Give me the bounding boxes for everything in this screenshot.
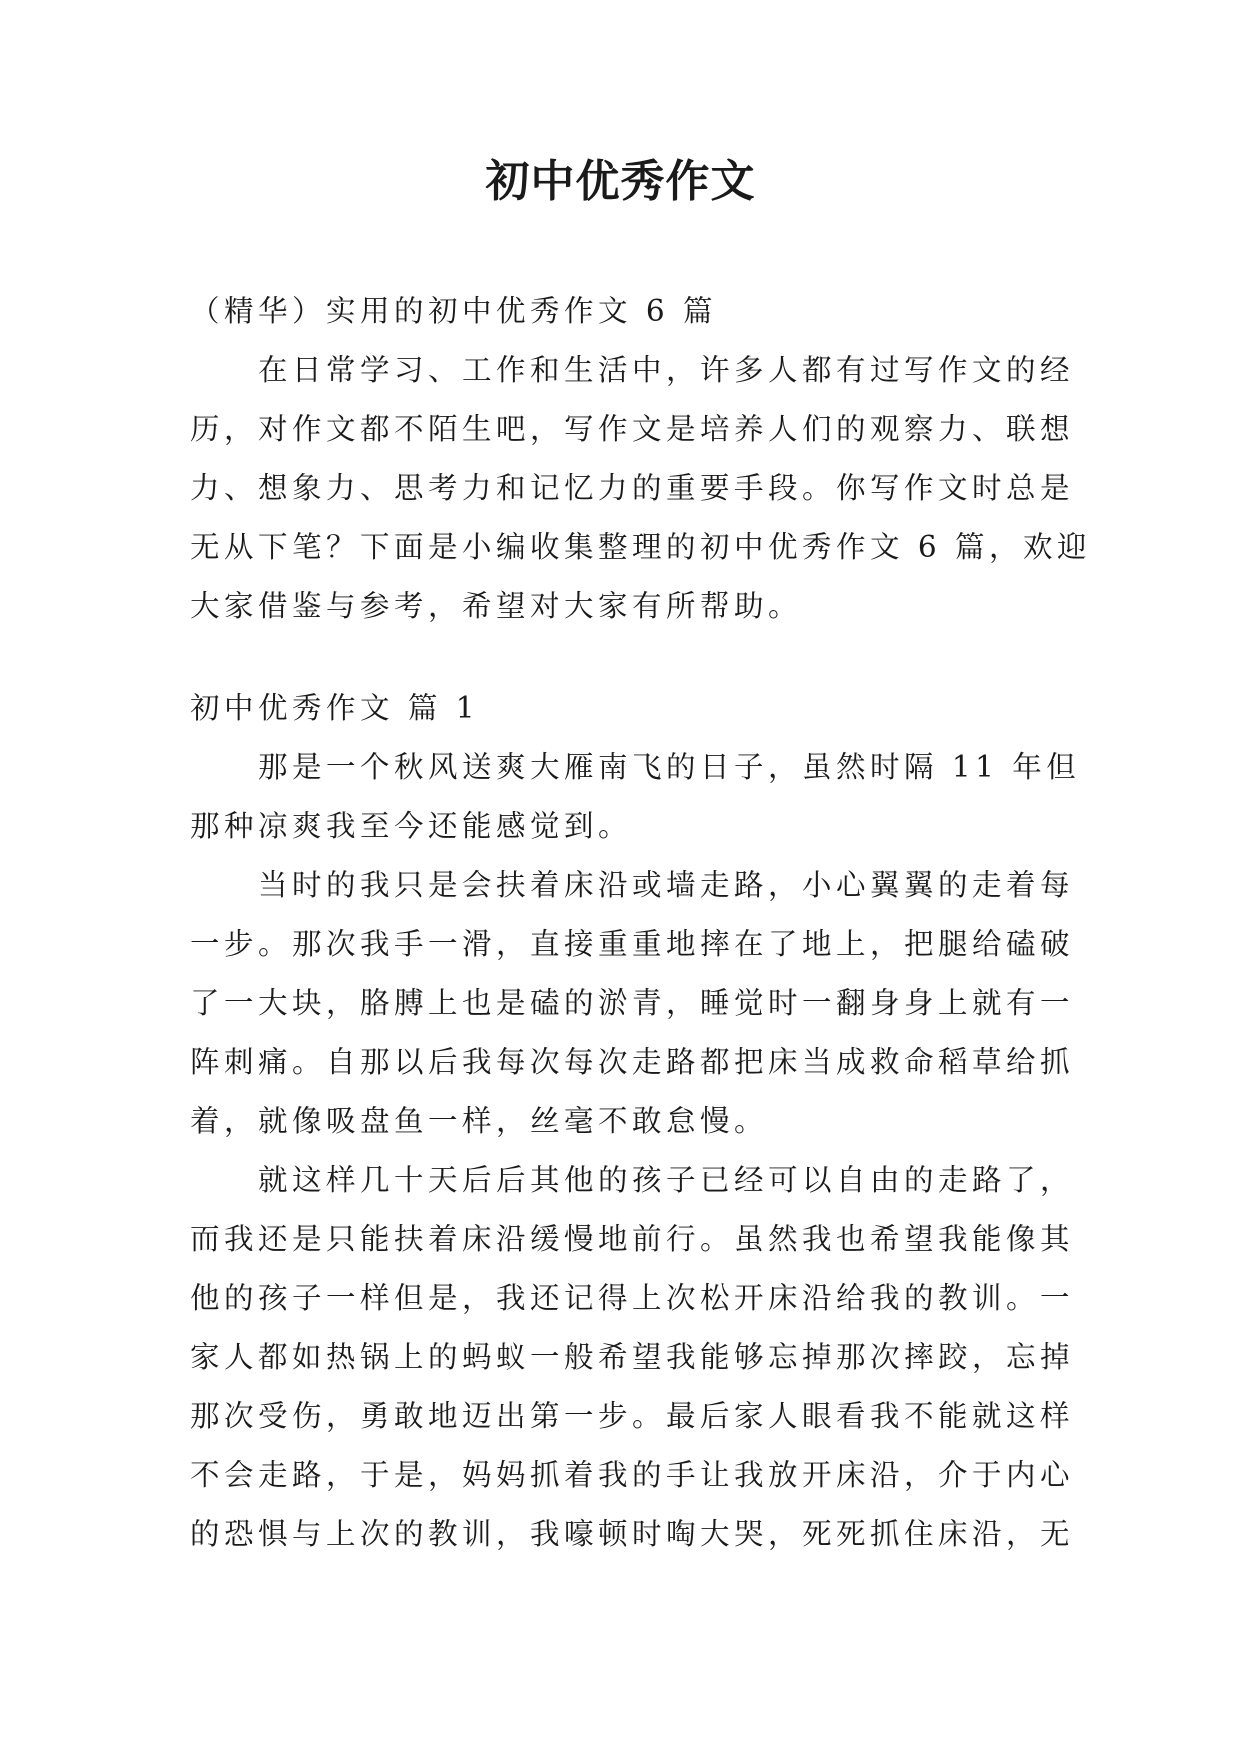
paragraph-line: 的恐惧与上次的教训，我嚎顿时啕大哭，死死抓住床沿，无	[190, 1517, 1075, 1551]
document-title: 初中优秀作文	[485, 156, 756, 207]
paragraph-line: 一步。那次我手一滑，直接重重地摔在了地上，把腿给磕破	[190, 927, 1075, 961]
section-spacer	[190, 636, 1056, 679]
essay-paragraph-1	[190, 738, 1081, 856]
paragraph-line: 就这样几十天后后其他的孩子已经可以自由的走路了，	[258, 1163, 1075, 1197]
paragraph-line: 那是一个秋风送爽大雁南飞的日子，虽然时隔 11 年但	[258, 750, 1081, 784]
paragraph-line: 他的孩子一样但是，我还记得上次松开床沿给我的教训。一	[190, 1281, 1075, 1315]
paragraph-line: 当时的我只是会扶着床沿或墙走路，小心翼翼的走着每	[258, 868, 1075, 902]
paragraph-line: 阵刺痛。自那以后我每次每次走路都把床当成救命稻草给抓	[190, 1045, 1075, 1079]
paragraph-line: 在日常学习、工作和生活中，许多人都有过写作文的经	[258, 353, 1075, 387]
document-subtitle: （精华）实用的初中优秀作文 6 篇	[190, 294, 718, 328]
document-body	[190, 282, 1092, 1564]
intro-paragraph	[190, 341, 1092, 636]
essay-paragraph-3	[190, 1151, 1075, 1564]
paragraph-line: 了一大块，胳膊上也是磕的淤青，睡觉时一翻身身上就有一	[190, 986, 1075, 1020]
paragraph-line: 无从下笔？下面是小编收集整理的初中优秀作文 6 篇，欢迎	[190, 530, 1092, 564]
paragraph-line: 而我还是只能扶着床沿缓慢地前行。虽然我也希望我能像其	[190, 1222, 1075, 1256]
paragraph-line: 大家借鉴与参考，希望对大家有所帮助。	[190, 589, 803, 623]
paragraph-line: 不会走路，于是，妈妈抓着我的手让我放开床沿，介于内心	[190, 1458, 1075, 1492]
paragraph-line: 家人都如热锅上的蚂蚁一般希望我能够忘掉那次摔跤，忘掉	[190, 1340, 1075, 1374]
section-heading: 初中优秀作文 篇 1	[190, 691, 480, 725]
paragraph-line: 力、想象力、思考力和记忆力的重要手段。你写作文时总是	[190, 471, 1075, 505]
essay-paragraph-2	[190, 856, 1075, 1151]
paragraph-line: 那种凉爽我至今还能感觉到。	[190, 809, 633, 843]
paragraph-line: 那次受伤，勇敢地迈出第一步。最后家人眼看我不能就这样	[190, 1399, 1075, 1433]
paragraph-line: 历，对作文都不陌生吧，写作文是培养人们的观察力、联想	[190, 412, 1075, 446]
paragraph-line: 着，就像吸盘鱼一样，丝毫不敢怠慢。	[190, 1104, 769, 1138]
